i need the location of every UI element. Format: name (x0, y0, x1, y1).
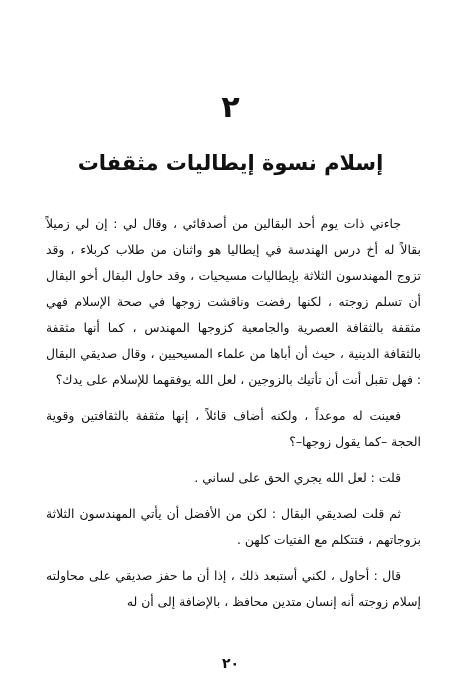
paragraph-5: قال : أحاول ، لكني أستبعد ذلك ، إذا أن ما حفز صديقي على محاولته إسلام زوجته أنه إنسان متدين محافظ ، بالإضافة إلى أن له (46, 568, 421, 609)
paragraph-4: ثم قلت لصديقي البقال : لكن من الأفضل أن يأتي المهندسون الثلاثة بزوجاتهم ، فتتكلم مع الفتيات كلهن . (46, 506, 421, 547)
chapter-body (46, 211, 421, 615)
paragraph-2: فعينت له موعداً ، ولكنه أضاف قائلاً ، إنها مثقفة بالثقافتين وقوية الحجة –كما يقول زوجها–؟ (46, 408, 421, 449)
paragraph-3: قلت : لعل الله يجري الحق على لساني . (194, 470, 401, 485)
chapter-title: إسلام نسوة إيطاليات مثقفات (77, 151, 384, 175)
paragraph-1: جاءني ذات يوم أحد البقالين من أصدقائي ، وقال لي : إن لي زميلاً بقالاً له أخ درس الهندسة في إيطاليا هو واثنان من طلاب كربلاء ، وقد تزوج المهندسون الثلاثة بإيطاليات مسيحيات ، وقد حاول البقال أخو البقال أن تسلم زوجته ، لكنها رفضت وناقشت زوجها في صحة الإسلام فهي مثقفة بالثقافة العصرية والجامعية كزوجها المهندس ، كما أنها مثقفة بالثقافة الدينية ، حيث أن أباها من علماء المسيحيين ، وقال صديقي البقال : فهل تقبل أنت أن تأتيك بالزوجين ، لعل الله يوفقهما للإسلام على يدك؟ (46, 216, 421, 387)
chapter-number: ٢ (221, 90, 240, 125)
page-number: ٢٠ (221, 656, 240, 672)
